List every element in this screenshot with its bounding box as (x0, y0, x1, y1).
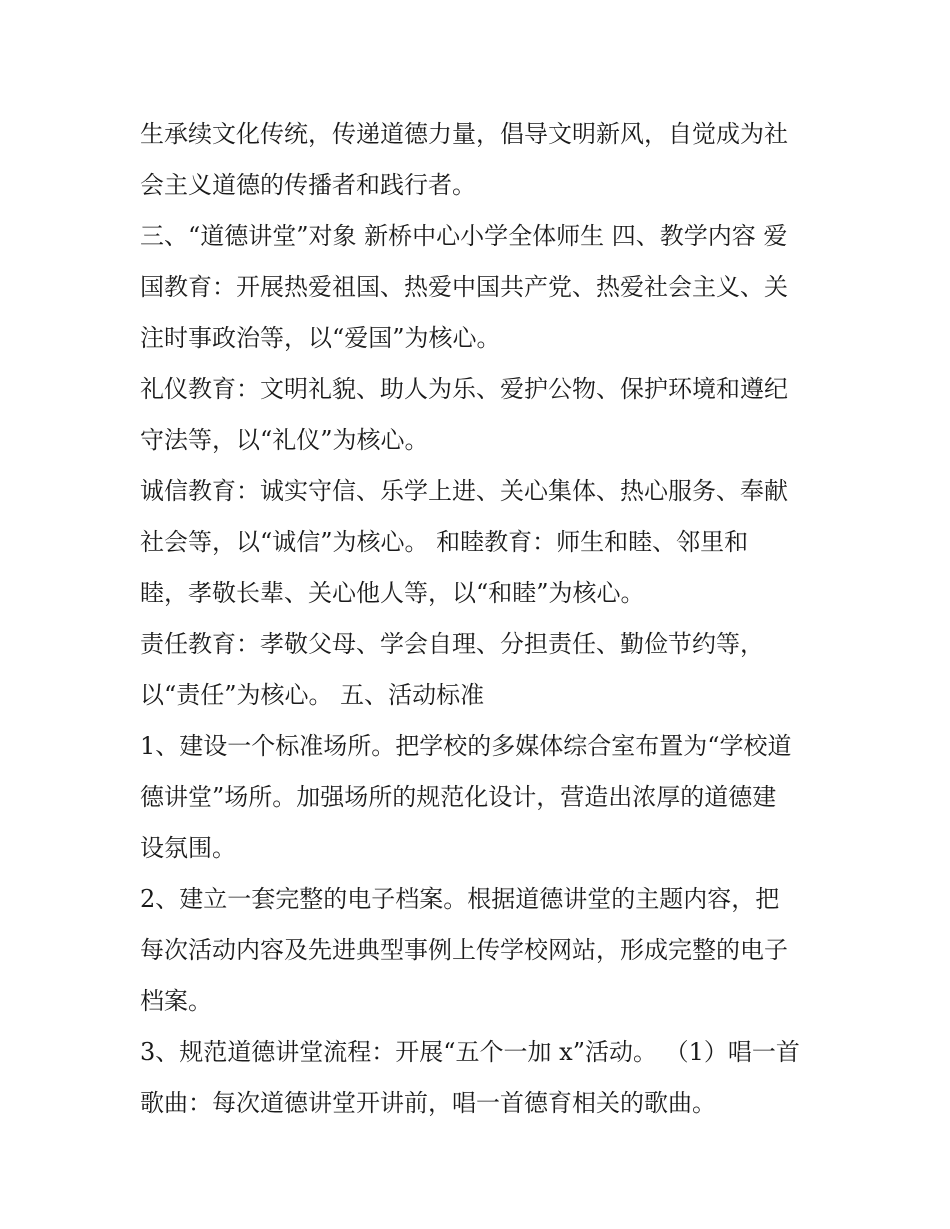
text-line: 以“责任”为核心。 五、活动标准 (140, 681, 485, 709)
text-line: 生承续文化传统，传递道德力量，倡导文明新风，自觉成为社 (140, 120, 788, 148)
text-line: 2、建立一套完整的电子档案。根据道德讲堂的主题内容，把 (140, 885, 780, 913)
text-line: 社会等，以“诚信”为核心。 和睦教育：师生和睦、邻里和 (140, 528, 749, 556)
text-line: 礼仪教育：文明礼貌、助人为乐、爱护公物、保护环境和遵纪 (140, 375, 788, 403)
text-line: 3、规范道德讲堂流程：开展“五个一加 x”活动。 （1）唱一首 (140, 1038, 800, 1066)
text-line: 责任教育：孝敬父母、学会自理、分担责任、勤俭节约等， (140, 630, 764, 658)
text-line: 档案。 (140, 987, 212, 1015)
document-body (140, 109, 820, 1129)
text-line: 守法等，以“礼仪”为核心。 (140, 426, 429, 454)
text-line: 注时事政治等，以“爱国”为核心。 (140, 324, 501, 352)
text-line: 睦，孝敬长辈、关心他人等，以“和睦”为核心。 (140, 579, 645, 607)
text-line: 每次活动内容及先进典型事例上传学校网站，形成完整的电子 (140, 936, 788, 964)
text-line: 会主义道德的传播者和践行者。 (140, 171, 476, 199)
text-line: 诚信教育：诚实守信、乐学上进、关心集体、热心服务、奉献 (140, 477, 788, 505)
text-line: 德讲堂”场所。加强场所的规范化设计，营造出浓厚的道德建 (140, 783, 777, 811)
text-line: 1、建设一个标准场所。把学校的多媒体综合室布置为“学校道 (140, 732, 792, 760)
text-line: 国教育：开展热爱祖国、热爱中国共产党、热爱社会主义、关 (140, 273, 788, 301)
text-line: 设氛围。 (140, 834, 236, 862)
text-line: 三、“道德讲堂”对象 新桥中心小学全体师生 四、教学内容 爱 (140, 222, 788, 250)
text-line: 歌曲：每次道德讲堂开讲前，唱一首德育相关的歌曲。 (140, 1089, 716, 1117)
